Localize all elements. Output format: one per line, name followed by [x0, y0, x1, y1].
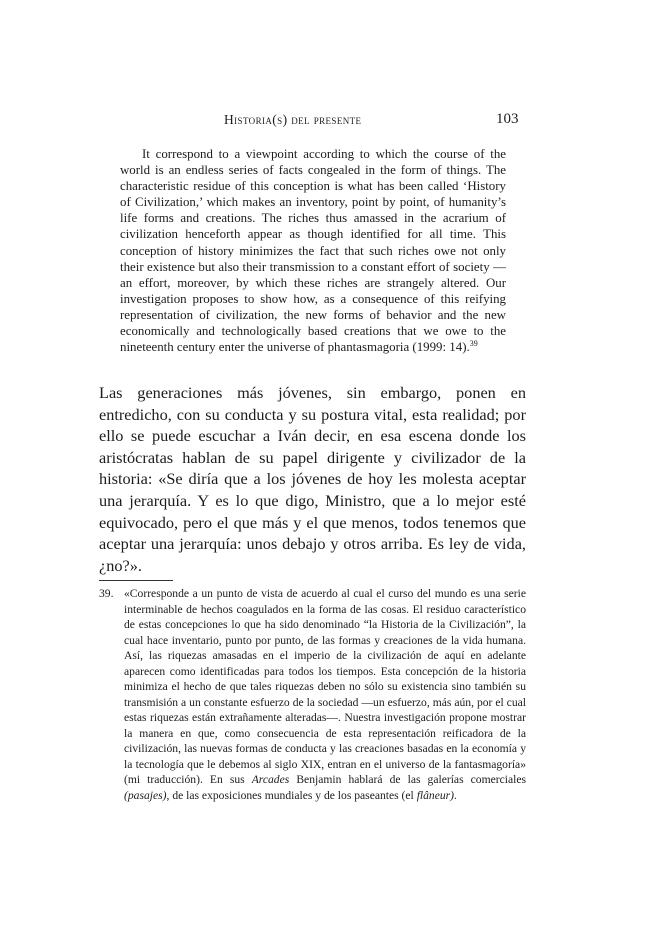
footnote-text	[124, 586, 526, 803]
footnote-text-end: .	[454, 788, 457, 802]
page-number: 103	[496, 111, 519, 127]
footnote-reference[interactable]: 39	[469, 339, 478, 349]
footnote-number: 39.	[99, 587, 114, 600]
block-quote-body: It correspond to a viewpoint according to which the course of the world is an endless series of facts congealed in the form of things. The characteristic residue of this conception is what has been called ‘History of Civilization,’ which makes an inventory, point by point, of humanity’s life forms and creations. The riches thus amassed in the acrarium of civilization henceforth appear as though identified for all time. This conception of history minimizes the fact that such riches owe not only their existence but also their transmission to a constant effort of society — an effort, moreover, by which these riches are strangely altered. Our investigation proposes to show how, as a consequence of this reifying representation of civilization, the new forms of behavior and the new economically and technologically based creations that we owe to the nineteenth century enter the universe of phantasmagoria (1999: 14).	[120, 147, 506, 355]
footnote-divider	[99, 580, 173, 581]
footnote-term-pasajes: (pasajes)	[124, 788, 167, 802]
block-quote	[120, 146, 506, 355]
footnote-text-main: «Corresponde a un punto de vista de acuerdo al cual el curso del mundo es una serie interminable de hechos coagulados en la forma de las cosas. El residuo característico de estas concepciones lo que ha sido denominado “la Historia de la Civilización”, la cual hace inventario, punto por punto, de las formas y creaciones de la vida humana. Así, las riquezas amasadas en el imperio de la civilización de aquí en adelante aparecen como identificadas para todos los tiempos. Esta concepción de la historia minimiza el hecho de que tales riquezas deben no sólo su existencia sino también su transmisión a un constante esfuerzo de la sociedad —un esfuerzo, más aún, por el cual estas riquezas están extrañamente alteradas—. Nuestra investigación propone mostrar la manera en que, como consecuencia de esta representación reificadora de la civilización, las nuevas formas de conducta y las creaciones basadas en la economía y la tecnología que le debemos al siglo XIX, entran en el universo de la fantasmagoría» (mi traducción). En sus	[124, 587, 526, 786]
footnote-work-title: Arcades	[251, 773, 290, 786]
block-quote-text	[120, 146, 506, 355]
footnote-text-mid: Benjamin hablará de las galerías comerciales	[289, 773, 526, 786]
footnote-term-flaneur: flâneur)	[416, 788, 455, 802]
running-head: Historia(s) del presente	[224, 112, 362, 127]
footnote-text-mid2: , de las exposiciones mundiales y de los paseantes (el	[166, 788, 417, 802]
footnote	[99, 586, 526, 803]
body-paragraph: Las generaciones más jóvenes, sin embargo, ponen en entredicho, con su conducta y su postura vital, esta realidad; por ello se puede escuchar a Iván decir, en esa escena donde los aristócratas hablan de su papel dirigente y civilizador de la historia: «Se diría que a los jóvenes de hoy les molesta aceptar una jerarquía. Y es lo que digo, Ministro, que a lo mejor esté equivocado, pero el que más y el que menos, todos tenemos que aceptar una jerarquía: unos debajo y otros arriba. Es ley de vida, ¿no?».	[99, 383, 526, 575]
